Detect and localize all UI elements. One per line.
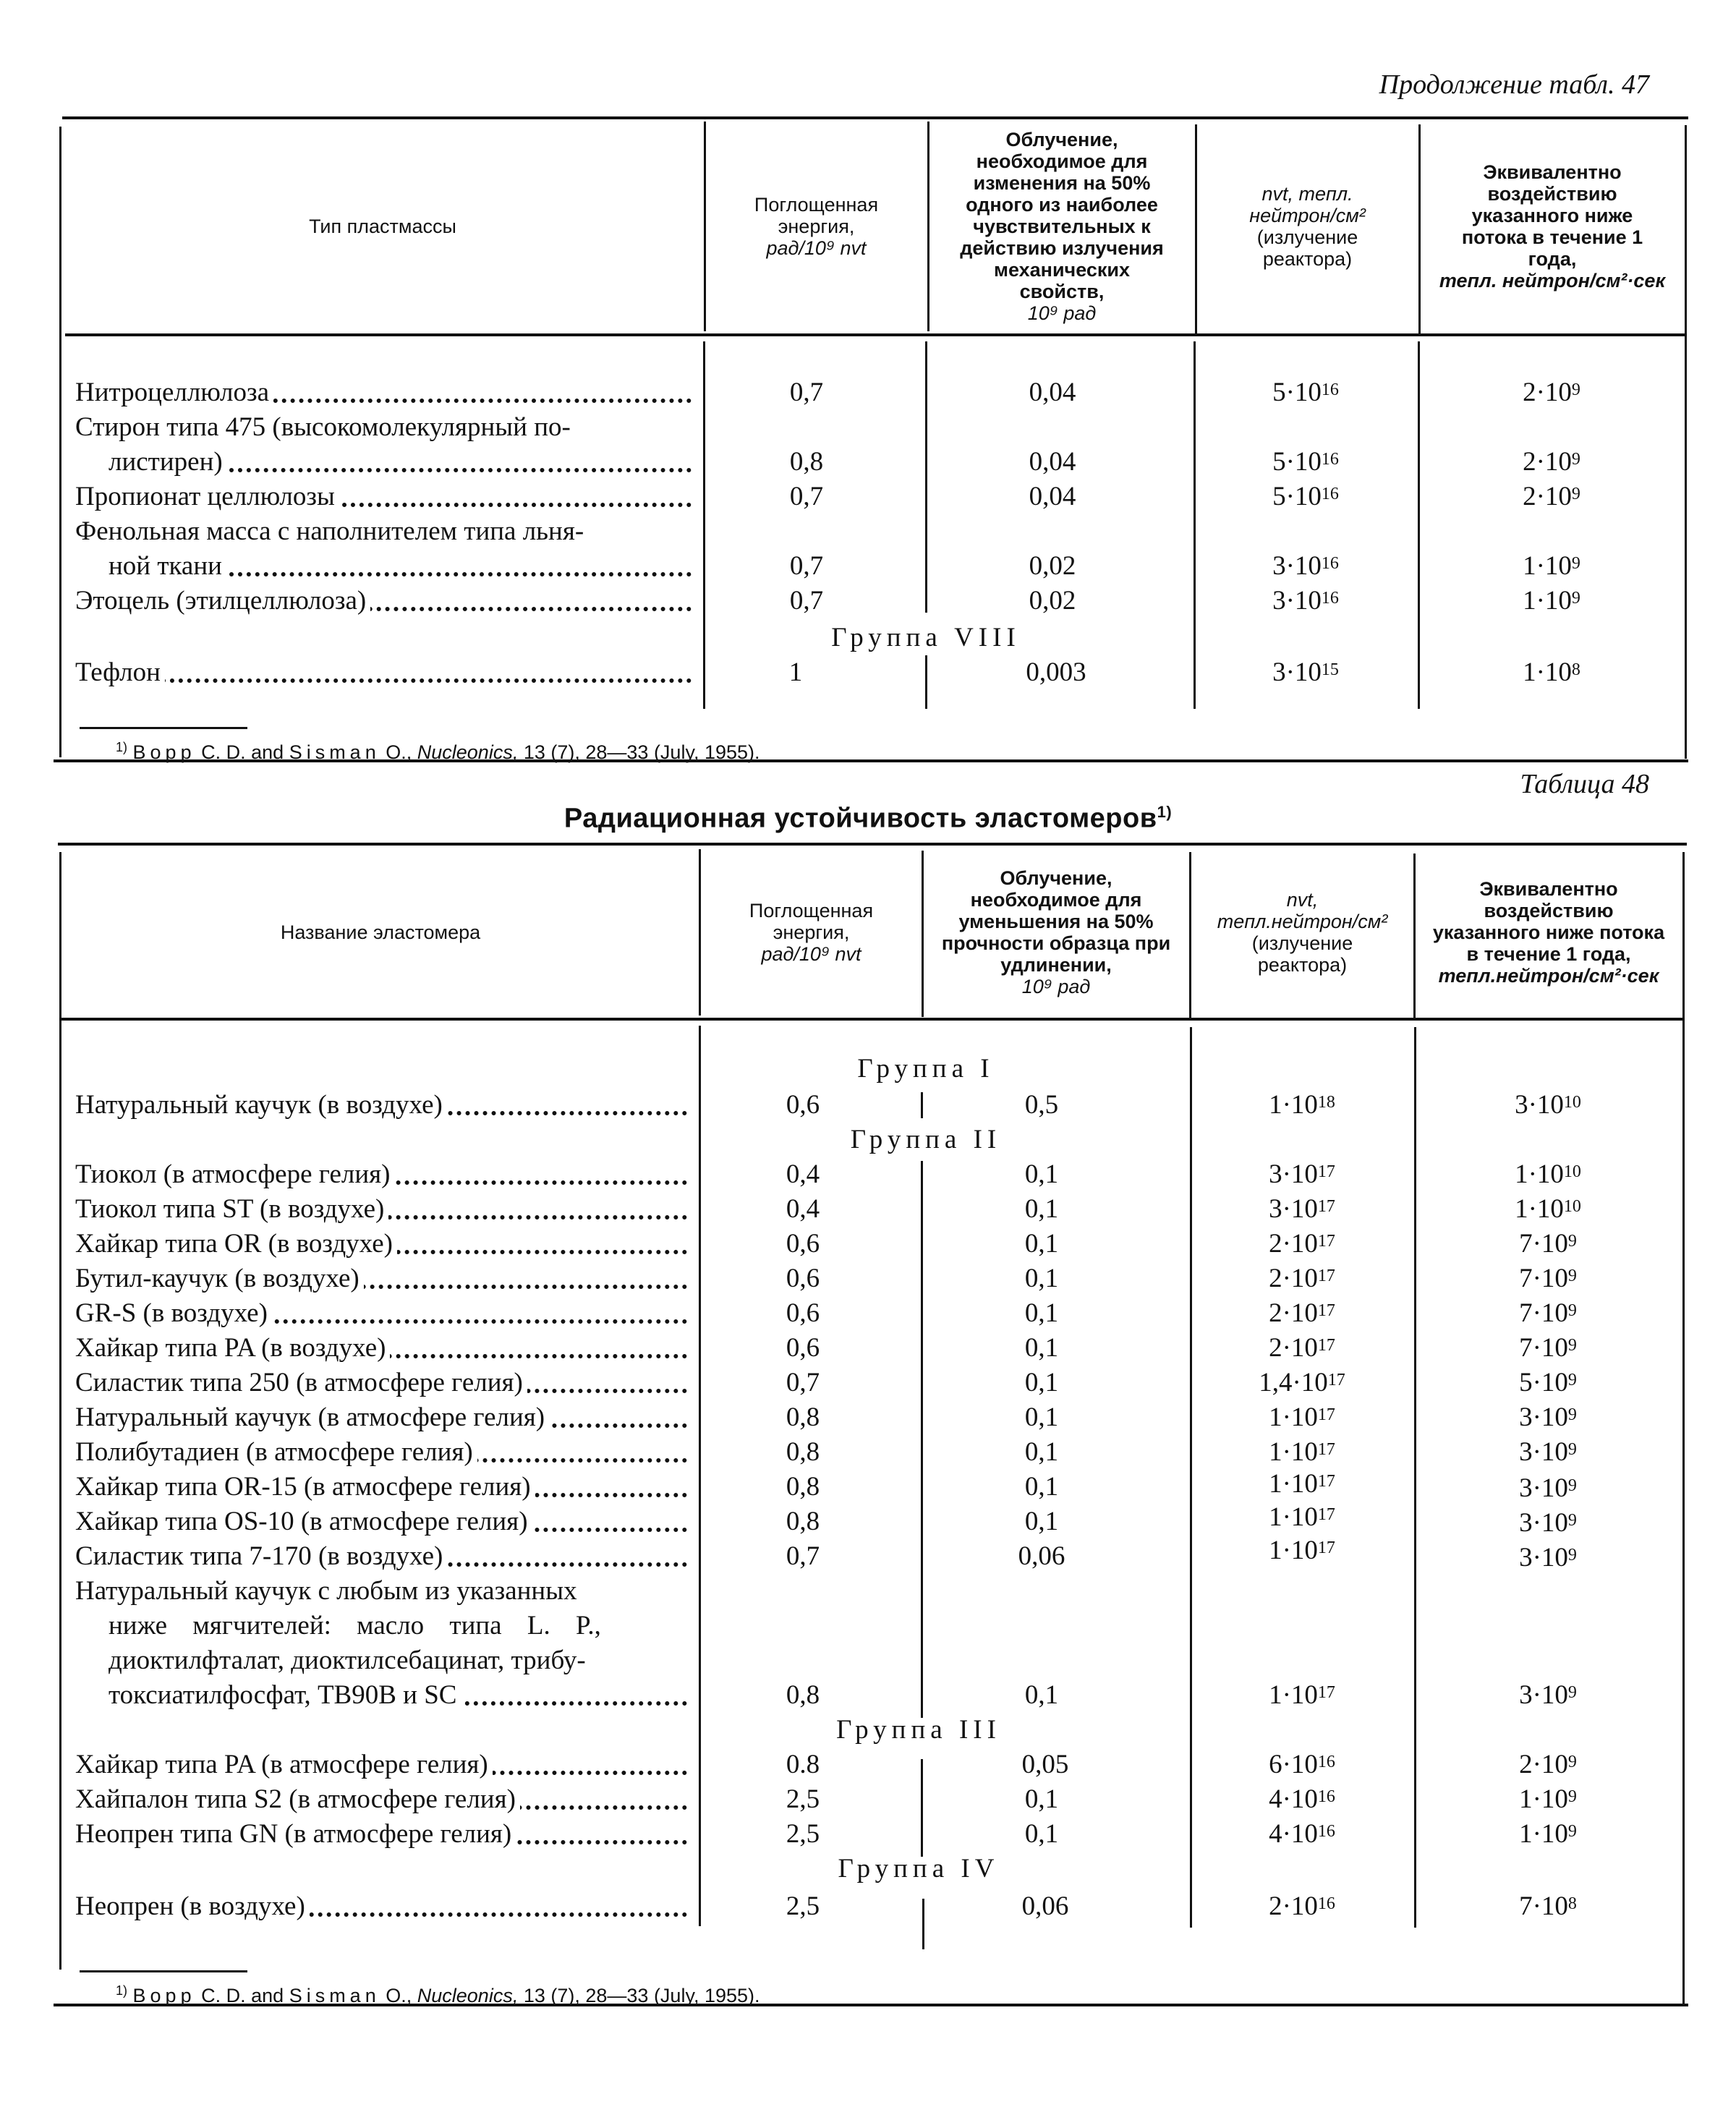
table47-continuation-label: Продолжение табл. 47 — [1379, 69, 1649, 100]
table48-row-name: Натуральный каучук (в воздухе) — [75, 1088, 687, 1123]
table48-dose: 0,1 — [1024, 1298, 1059, 1328]
table47-body-divider-2a — [925, 341, 927, 613]
table47-equivalent: $1\cdot 10^9$ — [1523, 586, 1580, 616]
table47-group-label: Группа VIII — [723, 621, 1128, 655]
title-footnote-marker: 1) — [1157, 803, 1173, 821]
table48-row-name: Силастик типа 7-170 (в воздухе) — [75, 1539, 687, 1574]
table48-equivalent: $1\cdot 10^9$ — [1519, 1819, 1577, 1849]
table48-footnote: $^{1)}$ Bopp C. D. and Sisman O., Nucleonics, 13 (7), 28—33 (July, 1955). — [116, 1983, 760, 2006]
table47-header-dose-50pct — [929, 120, 1194, 333]
table48-equivalent: $3\cdot 10^9$ — [1519, 1473, 1577, 1503]
header-unit: рад/10⁹ nvt — [761, 943, 861, 965]
table48-equivalent: $3\cdot 10^{10}$ — [1515, 1090, 1581, 1120]
table48-equivalent: $1\cdot 10^{10}$ — [1515, 1194, 1581, 1224]
header-unit: рад/10⁹ nvt — [766, 237, 867, 259]
table48-nvt: $3\cdot 10^{17}$ — [1269, 1159, 1335, 1189]
table48-row-name: Хайкар типа PA (в атмосфере гелия) — [75, 1748, 687, 1782]
table48-top-rule — [58, 843, 1687, 846]
table47-row-name: листирен) — [75, 445, 692, 480]
table48-energy: 0,7 — [786, 1368, 820, 1397]
table47-equivalent: $2\cdot 10^9$ — [1523, 482, 1580, 511]
table48-footnote-rule — [80, 1970, 247, 1972]
header-unit: тепл.нейтрон/см² — [1217, 911, 1388, 932]
table48-dose: 0,1 — [1024, 1819, 1059, 1849]
table48-nvt: $3\cdot 10^{17}$ — [1269, 1194, 1335, 1224]
header-text: Тип пластмассы — [309, 216, 456, 237]
table47-nvt: $3\cdot 10^{16}$ — [1272, 551, 1339, 581]
table48-dose: 0,05 — [1021, 1750, 1069, 1779]
table48-row-name: Полибутадиен (в атмосфере гелия) — [75, 1435, 687, 1470]
table47-dose: 0,02 — [1029, 551, 1076, 581]
table48-energy: 0,8 — [786, 1507, 820, 1536]
table47-header-nvt — [1197, 120, 1418, 333]
table48-left-border — [59, 852, 61, 1970]
table48-energy: 0,8 — [786, 1402, 820, 1432]
table48-label: Таблица 48 — [1520, 769, 1649, 799]
table48-equivalent: $3\cdot 10^9$ — [1519, 1437, 1577, 1467]
table48-row-name: Тиокол типа ST (в воздухе) — [75, 1192, 687, 1227]
table47-top-rule — [62, 116, 1688, 119]
table47-header-equivalent-flux — [1421, 120, 1684, 333]
table48-nvt: $2\cdot 10^{17}$ — [1269, 1264, 1335, 1293]
table48-dose: 0,1 — [1024, 1264, 1059, 1293]
table48-nvt: $1\cdot 10^{18}$ — [1269, 1090, 1335, 1120]
table48-energy: 2,5 — [786, 1819, 820, 1849]
header-unit: тепл.нейтрон/см²·сек — [1438, 965, 1659, 987]
table47-body-divider-1 — [703, 341, 705, 709]
table48-equivalent: $7\cdot 10^9$ — [1519, 1333, 1577, 1363]
table48-dose: 0,1 — [1024, 1680, 1059, 1710]
table48-equivalent: $3\cdot 10^9$ — [1519, 1402, 1577, 1432]
table48-row-name-line2: ниже мягчителей: масло типа L. P., — [109, 1609, 687, 1643]
table48-nvt: $1\cdot 10^{17}$ — [1269, 1502, 1335, 1532]
table48-body-divider-2b — [921, 1161, 923, 1718]
table48-equivalent: $3\cdot 10^9$ — [1519, 1508, 1577, 1538]
table48-header-divider-1 — [699, 849, 701, 1016]
table48-header-equivalent-flux — [1416, 848, 1681, 1017]
header-unit: nvt, тепл. нейтрон/см² — [1249, 183, 1366, 226]
table48-dose: 0,5 — [1024, 1090, 1059, 1120]
table47-footnote: $^{1)}$ Bopp C. D. and Sisman O., Nucleonics, 13 (7), 28—33 (July, 1955). — [116, 740, 760, 763]
table47-right-border — [1685, 125, 1687, 759]
table47-nvt: $5\cdot 10^{16}$ — [1272, 378, 1339, 407]
table48-header-elastomer-name — [62, 848, 699, 1017]
table48-header-absorbed-energy — [702, 848, 921, 1017]
table48-energy: 0,4 — [786, 1159, 820, 1189]
table48-body-divider-3 — [1190, 1027, 1192, 1928]
table48-equivalent: $7\cdot 10^9$ — [1519, 1298, 1577, 1328]
header-text: Эквивалентно воздействию указанного ниже потока в течение 1 года, — [1432, 878, 1665, 965]
table48-energy: 0,6 — [786, 1090, 820, 1120]
table48-header-dose-50pct — [924, 848, 1188, 1017]
header-text: (излучение реактора) — [1251, 932, 1353, 976]
table48-right-border — [1682, 852, 1685, 2004]
table47-energy: 0,8 — [789, 447, 824, 477]
table48-nvt: $2\cdot 10^{16}$ — [1269, 1891, 1335, 1921]
table47-energy: 1 — [788, 657, 803, 687]
table47-dose: 0,04 — [1029, 447, 1076, 477]
table47-body-divider-3 — [1194, 341, 1196, 709]
table48-row-name-line3: диоктилфталат, диоктилсебацинат, трибу- — [109, 1643, 687, 1678]
table47-body-divider-2b — [925, 655, 927, 709]
table48-header-nvt — [1192, 848, 1413, 1017]
table47-equivalent: $1\cdot 10^8$ — [1523, 657, 1580, 687]
table48-energy: 2,5 — [786, 1891, 820, 1921]
table47-equivalent: $1\cdot 10^9$ — [1523, 551, 1580, 581]
table47-energy: 0,7 — [789, 586, 824, 616]
table47-header-rule — [65, 333, 1685, 336]
table48-row-name: GR-S (в воздухе) — [75, 1296, 687, 1331]
table48-equivalent: $7\cdot 10^8$ — [1519, 1891, 1577, 1921]
table48-dose: 0,1 — [1024, 1472, 1059, 1502]
table48-header-divider-4 — [1413, 854, 1416, 1020]
table48-energy: 2,5 — [786, 1784, 820, 1814]
table48-nvt: $2\cdot 10^{17}$ — [1269, 1333, 1335, 1363]
table48-row-name: Натуральный каучук (в атмосфере гелия) — [75, 1400, 687, 1435]
header-text: (излучение реактора) — [1256, 226, 1358, 270]
table48-nvt: $6\cdot 10^{16}$ — [1269, 1750, 1335, 1779]
table47-energy: 0,7 — [789, 482, 824, 511]
table48-equivalent: $3\cdot 10^9$ — [1519, 1680, 1577, 1710]
table48-row-name: токсиатилфосфат, TB90B и SC — [109, 1678, 687, 1713]
table48-nvt: $1\cdot 10^{17}$ — [1269, 1402, 1335, 1432]
table48-nvt: $2\cdot 10^{17}$ — [1269, 1229, 1335, 1259]
table48-row-name: Хайкар типа OR (в воздухе) — [75, 1227, 687, 1261]
table48-dose: 0,1 — [1024, 1437, 1059, 1467]
table48-equivalent: $2\cdot 10^9$ — [1519, 1750, 1577, 1779]
header-text: Облучение, необходимое для уменьшения на 50% прочности образца при удлинении, — [941, 867, 1171, 976]
table47-footnote-rule — [80, 727, 247, 729]
table48-row-name: Неопрен типа GN (в атмосфере гелия) — [75, 1817, 687, 1852]
table48-dose: 0,1 — [1024, 1402, 1059, 1432]
table48-dose: 0,1 — [1024, 1194, 1059, 1224]
table48-nvt: $1\cdot 10^{17}$ — [1269, 1536, 1335, 1565]
table48-row-name: Хайкар типа PA (в воздухе) — [75, 1331, 687, 1366]
table48-equivalent: $3\cdot 10^9$ — [1519, 1543, 1577, 1572]
table48-equivalent: $5\cdot 10^9$ — [1519, 1368, 1577, 1397]
table47-equivalent: $2\cdot 10^9$ — [1523, 378, 1580, 407]
table48-row-name: Силастик типа 250 (в атмосфере гелия) — [75, 1366, 687, 1400]
table48-nvt: $1\cdot 10^{17}$ — [1269, 1680, 1335, 1710]
table48-equivalent: $1\cdot 10^{10}$ — [1515, 1159, 1581, 1189]
table48-nvt: $4\cdot 10^{16}$ — [1269, 1784, 1335, 1814]
header-text: Поглощенная энергия, — [749, 900, 874, 943]
table48-body-divider-1 — [699, 1026, 701, 1926]
table48-energy: 0,6 — [786, 1333, 820, 1363]
table47-nvt: $3\cdot 10^{16}$ — [1272, 586, 1339, 616]
table47-nvt: $5\cdot 10^{16}$ — [1272, 482, 1339, 511]
table47-dose: 0,003 — [1026, 657, 1086, 687]
table48-dose: 0,06 — [1021, 1891, 1069, 1921]
table47-header-absorbed-energy — [706, 120, 927, 333]
table47-row-name: ной ткани — [75, 549, 692, 584]
table48-dose: 0,1 — [1024, 1229, 1059, 1259]
table48-energy: 0.8 — [786, 1750, 820, 1779]
table48-group-label: Группа II — [850, 1125, 1002, 1154]
table47-nvt: $3\cdot 10^{15}$ — [1272, 657, 1339, 687]
table48-equivalent: $1\cdot 10^9$ — [1519, 1784, 1577, 1814]
table48-group-label: Группа III — [836, 1715, 1001, 1745]
header-unit: тепл. нейтрон/см²·сек — [1439, 270, 1666, 291]
header-text: Облучение, необходимое для изменения на 50% одного из наиболее чувствительных к действию излучения механических свойств, — [960, 129, 1164, 302]
table48-equivalent: $7\cdot 10^9$ — [1519, 1229, 1577, 1259]
header-unit: nvt, — [1286, 889, 1319, 911]
table48-body-divider-2c — [921, 1759, 923, 1857]
table47-row-name: Нитроцеллюлоза — [75, 375, 692, 410]
table48-group-label: Группа I — [857, 1054, 995, 1084]
header-text: Эквивалентно воздействию указанного ниже потока в течение 1 года, — [1461, 161, 1643, 270]
table47-energy: 0,7 — [789, 378, 824, 407]
table47-equivalent: $2\cdot 10^9$ — [1523, 447, 1580, 477]
header-unit: 10⁹ рад — [1027, 302, 1097, 324]
table48-nvt: $1,4\cdot 10^{17}$ — [1259, 1368, 1345, 1397]
table47-row-name: Этоцель (этилцеллюлоза) — [75, 584, 692, 618]
table48-row-name: Тиокол (в атмосфере гелия) — [75, 1157, 687, 1192]
table48-energy: 0,8 — [786, 1472, 820, 1502]
table48-nvt: $1\cdot 10^{17}$ — [1269, 1437, 1335, 1467]
table48-body-divider-2a — [921, 1092, 923, 1118]
table48-energy: 0,4 — [786, 1194, 820, 1224]
table48-energy: 0,7 — [786, 1541, 820, 1571]
table47-body-divider-4 — [1418, 341, 1420, 709]
table48-dose: 0,1 — [1024, 1507, 1059, 1536]
table47-energy: 0,7 — [789, 551, 824, 581]
table48-energy: 0,8 — [786, 1437, 820, 1467]
table48-dose: 0,06 — [1018, 1541, 1065, 1571]
table47-left-border — [59, 127, 61, 757]
table48-dose: 0,1 — [1024, 1368, 1059, 1397]
table48-nvt: $1\cdot 10^{17}$ — [1269, 1469, 1335, 1499]
table48-row-name: Неопрен (в воздухе) — [75, 1889, 687, 1924]
table48-nvt: $2\cdot 10^{17}$ — [1269, 1298, 1335, 1328]
table48-row-name: Хайкар типа OS-10 (в атмосфере гелия) — [75, 1504, 687, 1539]
table47-header-plastic-type — [62, 120, 703, 333]
table48-row-name: Хайкар типа OR-15 (в атмосфере гелия) — [75, 1470, 687, 1504]
table48-body-divider-2d — [922, 1899, 924, 1949]
table48-energy: 0,6 — [786, 1264, 820, 1293]
header-text: Название эластомера — [280, 921, 481, 943]
header-text: Поглощенная энергия, — [754, 194, 879, 237]
table47-row-name-line1: Стирон типа 475 (высокомолекулярный по- — [75, 410, 692, 445]
table48-equivalent: $7\cdot 10^9$ — [1519, 1264, 1577, 1293]
table48-dose: 0,1 — [1024, 1159, 1059, 1189]
table48-header-divider-3 — [1189, 852, 1191, 1018]
table48-nvt: $4\cdot 10^{16}$ — [1269, 1819, 1335, 1849]
table48-row-name: Хайпалон типа S2 (в атмосфере гелия) — [75, 1782, 687, 1817]
table48-title — [0, 803, 1736, 835]
table48-energy: 0,8 — [786, 1680, 820, 1710]
table48-dose: 0,1 — [1024, 1784, 1059, 1814]
table47-row-name: Пропионат целлюлозы — [75, 480, 692, 514]
table48-group-label: Группа IV — [838, 1854, 1000, 1883]
table47-dose: 0,04 — [1029, 482, 1076, 511]
table47-nvt: $5\cdot 10^{16}$ — [1272, 447, 1339, 477]
table48-row-name: Бутил-каучук (в воздухе) — [75, 1261, 687, 1296]
table47-row-name: Тефлон — [75, 655, 692, 690]
table48-row-name-line1: Натуральный каучук с любым из указанных — [75, 1574, 687, 1609]
table48-energy: 0,6 — [786, 1298, 820, 1328]
table47-dose: 0,04 — [1029, 378, 1076, 407]
table48-header-rule — [61, 1018, 1684, 1021]
header-unit: 10⁹ рад — [1021, 976, 1091, 997]
table47-row-name-line1: Фенольная масса с наполнителем типа льня- — [75, 514, 692, 549]
table48-body-divider-4 — [1414, 1027, 1416, 1928]
table48-dose: 0,1 — [1024, 1333, 1059, 1363]
title-text: Радиационная устойчивость эластомеров — [563, 803, 1157, 834]
table48-energy: 0,6 — [786, 1229, 820, 1259]
table47-dose: 0,02 — [1029, 586, 1076, 616]
